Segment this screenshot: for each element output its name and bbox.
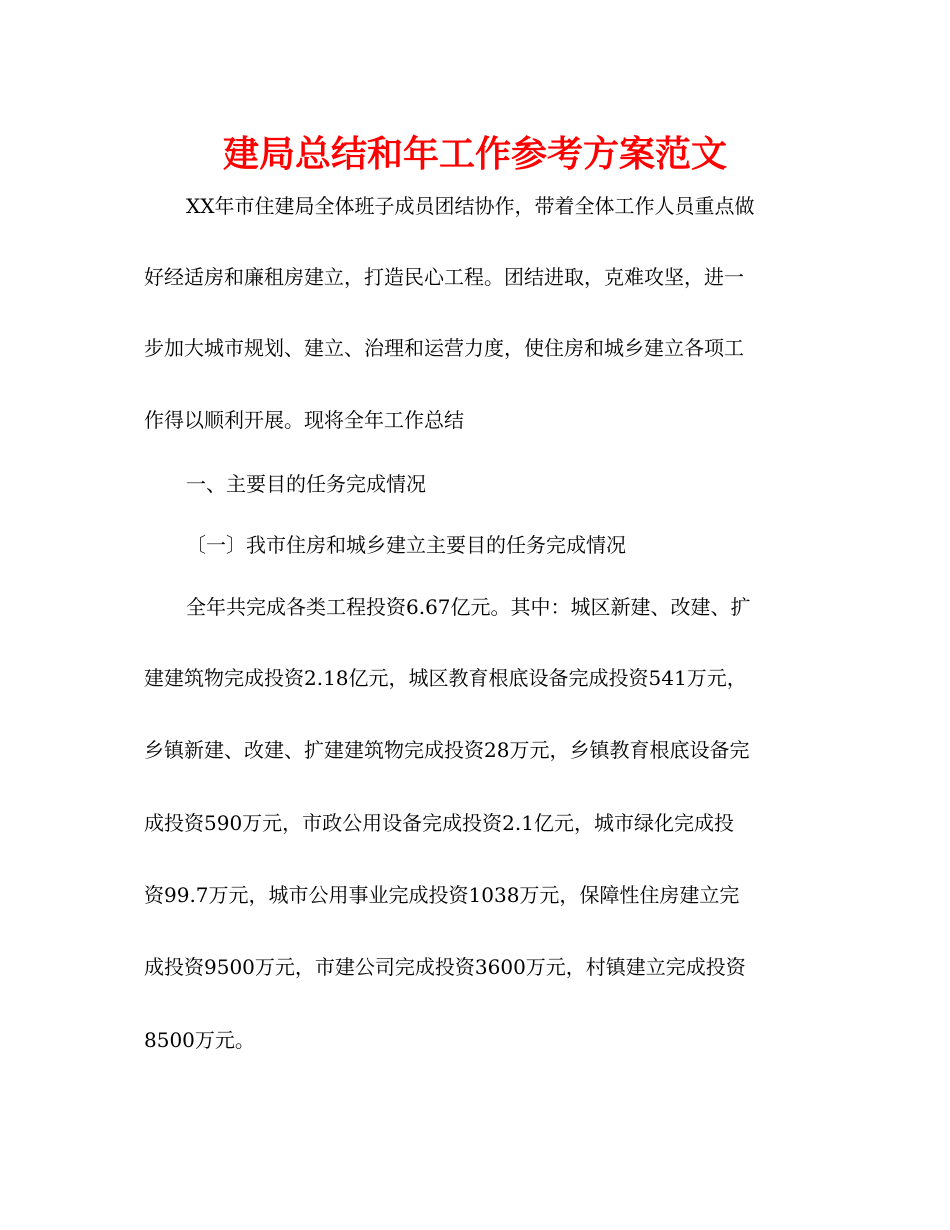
text-line: 步加大城市规划、建立、治理和运营力度，使住房和城乡建立各项工 [144, 336, 744, 360]
heading-text: 一、主要目的任务完成情况 [186, 472, 426, 496]
text-line: 乡镇新建、改建、扩建建筑物完成投资28万元，乡镇教育根底设备完 [144, 738, 750, 762]
text-line: XX年市住建局全体班子成员团结协作，带着全体工作人员重点做 [186, 194, 755, 218]
text-line: 8500万元。 [144, 1028, 255, 1052]
text-line: 资99.7万元，城市公用事业完成投资1038万元，保障性住房建立完 [144, 883, 740, 907]
text-line: 好经适房和廉租房建立，打造民心工程。团结进取，克难攻坚，进一 [144, 265, 744, 289]
document-title: 建局总结和年工作参考方案范文 [222, 134, 727, 175]
text-line: 建建筑物完成投资2.18亿元，城区教育根底设备完成投资541万元， [144, 666, 747, 690]
text-line: 全年共完成各类工程投资6.67亿元。其中：城区新建、改建、扩 [186, 595, 751, 619]
subheading-text: 〔一〕我市住房和城乡建立主要目的任务完成情况 [186, 533, 626, 557]
text-line: 成投资9500万元，市建公司完成投资3600万元，村镇建立完成投资 [144, 955, 746, 979]
text-line: 作得以顺利开展。现将全年工作总结 [144, 408, 464, 432]
text-line: 成投资590万元，市政公用设备完成投资2.1亿元，城市绿化完成投 [144, 811, 734, 835]
